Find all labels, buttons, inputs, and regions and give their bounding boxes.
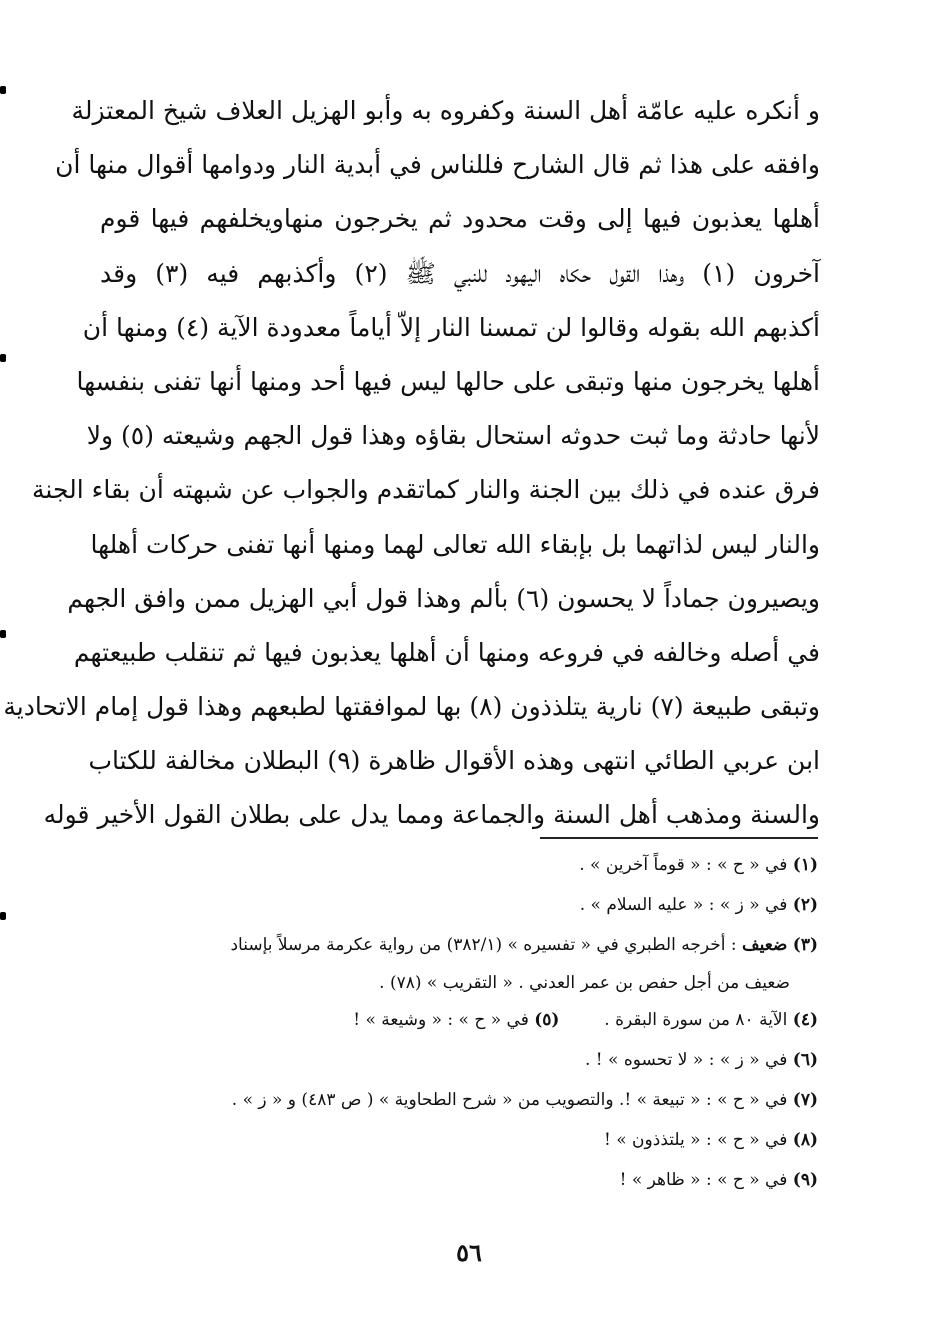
footnote-text: في « ح » : « تبيعة » !. والتصويب من « شرح الطحاوية » ( ص ٤٨٣) و « ز » . — [231, 1089, 788, 1110]
footnote-7 — [150, 1081, 818, 1121]
footnote-4-5 — [150, 1001, 818, 1041]
footnote-text: الآية ٨٠ من سورة البقرة . — [604, 1010, 788, 1031]
footnote-number: (٤) — [792, 1010, 818, 1031]
page-number: ٥٦ — [456, 1238, 482, 1267]
margin-mark — [0, 354, 6, 362]
footnote-9 — [150, 1161, 818, 1201]
text-line: و أنكره عليه عامّة أهل السنة وكفروه به وأبو الهزيل العلاف شيخ المعتزلة — [71, 96, 820, 125]
grading-label: ضعيف — [741, 934, 788, 955]
footnote-number: (١) — [792, 855, 818, 875]
footnote-number: (٣) — [792, 934, 818, 955]
footnotes-block — [150, 846, 818, 1200]
footnote-number: (٧) — [792, 1089, 818, 1110]
margin-mark — [0, 86, 6, 94]
footnote-text: : أخرجه الطبري في « تفسيره » (٣٨٢/١) من رواية عكرمة مرسلاً بإسناد — [230, 934, 737, 955]
text-line: فرق عنده في ذلك بين الجنة والنار كماتقدم والجواب عن شبهته أن بقاء الجنة — [32, 475, 820, 505]
footnote-text: في « ز » : « عليه السلام » . — [579, 894, 788, 915]
footnote-number: (٦) — [792, 1050, 818, 1071]
text-line: وتبقى طبيعة (٧) نارية يتلذذون (٨) بها لموافقتها لطبعهم وهذا قول إمام الاتحادية — [3, 692, 820, 722]
text-line: لأنها حادثة وما ثبت حدوثه استحال بقاؤه وهذا قول الجهم وشيعته (٥) ولا — [86, 421, 820, 451]
margin-mark — [0, 912, 6, 920]
footnote-1 — [150, 846, 818, 886]
text-line: والنار ليس لذاتهما بل بإبقاء الله تعالى لهما ومنها أنها تفنى حركات أهلها — [90, 529, 820, 559]
text-line: ابن عربي الطائي انتهى وهذه الأقوال ظاهرة (٩) البطلان مخالفة للكتاب — [88, 746, 820, 776]
text-line: وافقه على هذا ثم قال الشارح فللناس في أبدية النار ودوامها أقوال منها أن — [55, 150, 820, 180]
footnote-2 — [150, 886, 818, 926]
footnote-number: (٢) — [792, 894, 818, 915]
footnote-number: (٩) — [792, 1169, 818, 1190]
text-line: أهلها يخرجون منها وتبقى على حالها ليس فيها أحد ومنها أنها تفنى بنفسها — [76, 366, 820, 396]
footnote-text: في « ح » : « وشيعة » ! — [353, 1010, 529, 1031]
footnote-text: في « ح » : « قوماً آخرين » . — [579, 855, 788, 875]
text-line: في أصله وخالفه في فروعه ومنها أن أهلها يعذبون فيها ثم تنقلب طبيعتهم — [73, 637, 820, 667]
text-line: ويصيرون جماداً لا يحسون (٦) بألم وهذا قول أبي الهزيل ممن وافق الجهم — [67, 583, 820, 613]
text-line: أهلها يعذبون فيها إلى وقت محدود ثم يخرجون منهاويخلفهم فيها قوم — [100, 204, 820, 234]
footnote-number: (٥) — [534, 1010, 560, 1031]
text-line: والسنة ومذهب أهل السنة والجماعة ومما يدل على بطلان القول الأخير قوله — [43, 800, 820, 830]
footnote-3-continuation: ضعيف من أجل حفص بن عمر العدني . « التقريب » (٧٨) . — [379, 973, 790, 994]
footnote-3 — [150, 926, 818, 966]
text-line: آخرون (١) وهذا القول حكاه اليهود للنبي ﷺ (٢) وأكذبهم فيه (٣) وقد — [100, 258, 820, 288]
footnote-text: في « ح » : « يلتذذون » ! — [604, 1129, 788, 1150]
margin-mark — [0, 630, 6, 638]
footnote-8 — [150, 1121, 818, 1161]
text-line: أكذبهم الله بقوله وقالوا لن تمسنا النار إلاّ أياماً معدودة الآية (٤) ومنها أن — [82, 312, 820, 342]
footnote-number: (٨) — [792, 1129, 818, 1150]
footnote-text: في « ز » : « لا تحسوه » ! . — [584, 1050, 788, 1071]
footnote-6 — [150, 1041, 818, 1081]
footnote-separator — [540, 837, 818, 839]
footnote-text: في « ح » : « ظاهر » ! — [619, 1169, 788, 1190]
main-text-block — [3, 84, 820, 843]
